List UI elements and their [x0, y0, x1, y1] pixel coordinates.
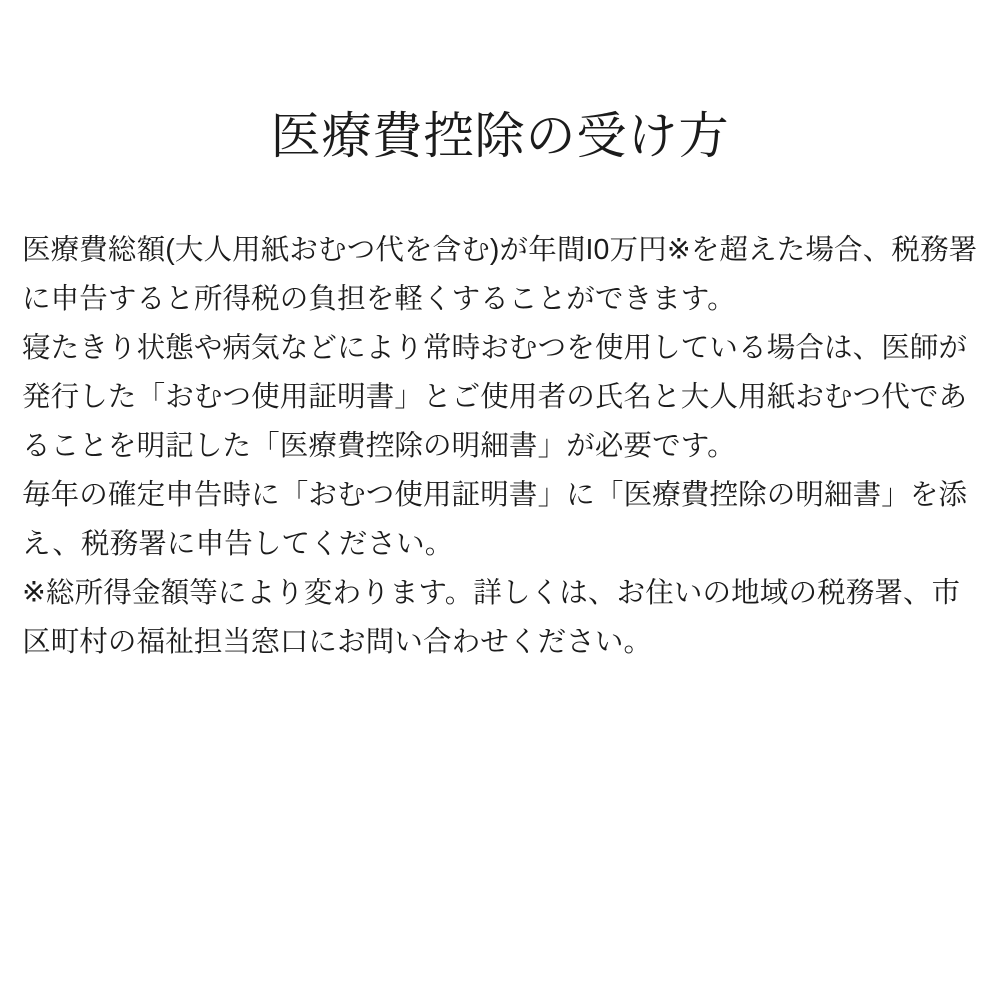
body-paragraph-2: 寝たきり状態や病気などにより常時おむつを使用している場合は、医師が発行した「おむつ使用証明書」とご使用者の氏名と大人用紙おむつ代であることを明記した「医療費控除の明細書」が必要です。 — [22, 331, 968, 462]
page-title: 医療費控除の受け方 — [270, 108, 730, 164]
body-paragraph-1: 医療費総額(大人用紙おむつ代を含む)が年間I0万円※を超えた場合、税務署に申告すると所得税の負担を軽くすることができます。 — [22, 233, 978, 315]
document-body — [22, 226, 978, 667]
body-paragraph-3: 毎年の確定申告時に「おむつ使用証明書」に「医療費控除の明細書」を添え、税務署に申告してください。 — [22, 478, 968, 560]
body-paragraph-4: ※総所得金額等により変わります。詳しくは、お住いの地域の税務署、市区町村の福祉担当窓口にお問い合わせください。 — [22, 576, 961, 658]
